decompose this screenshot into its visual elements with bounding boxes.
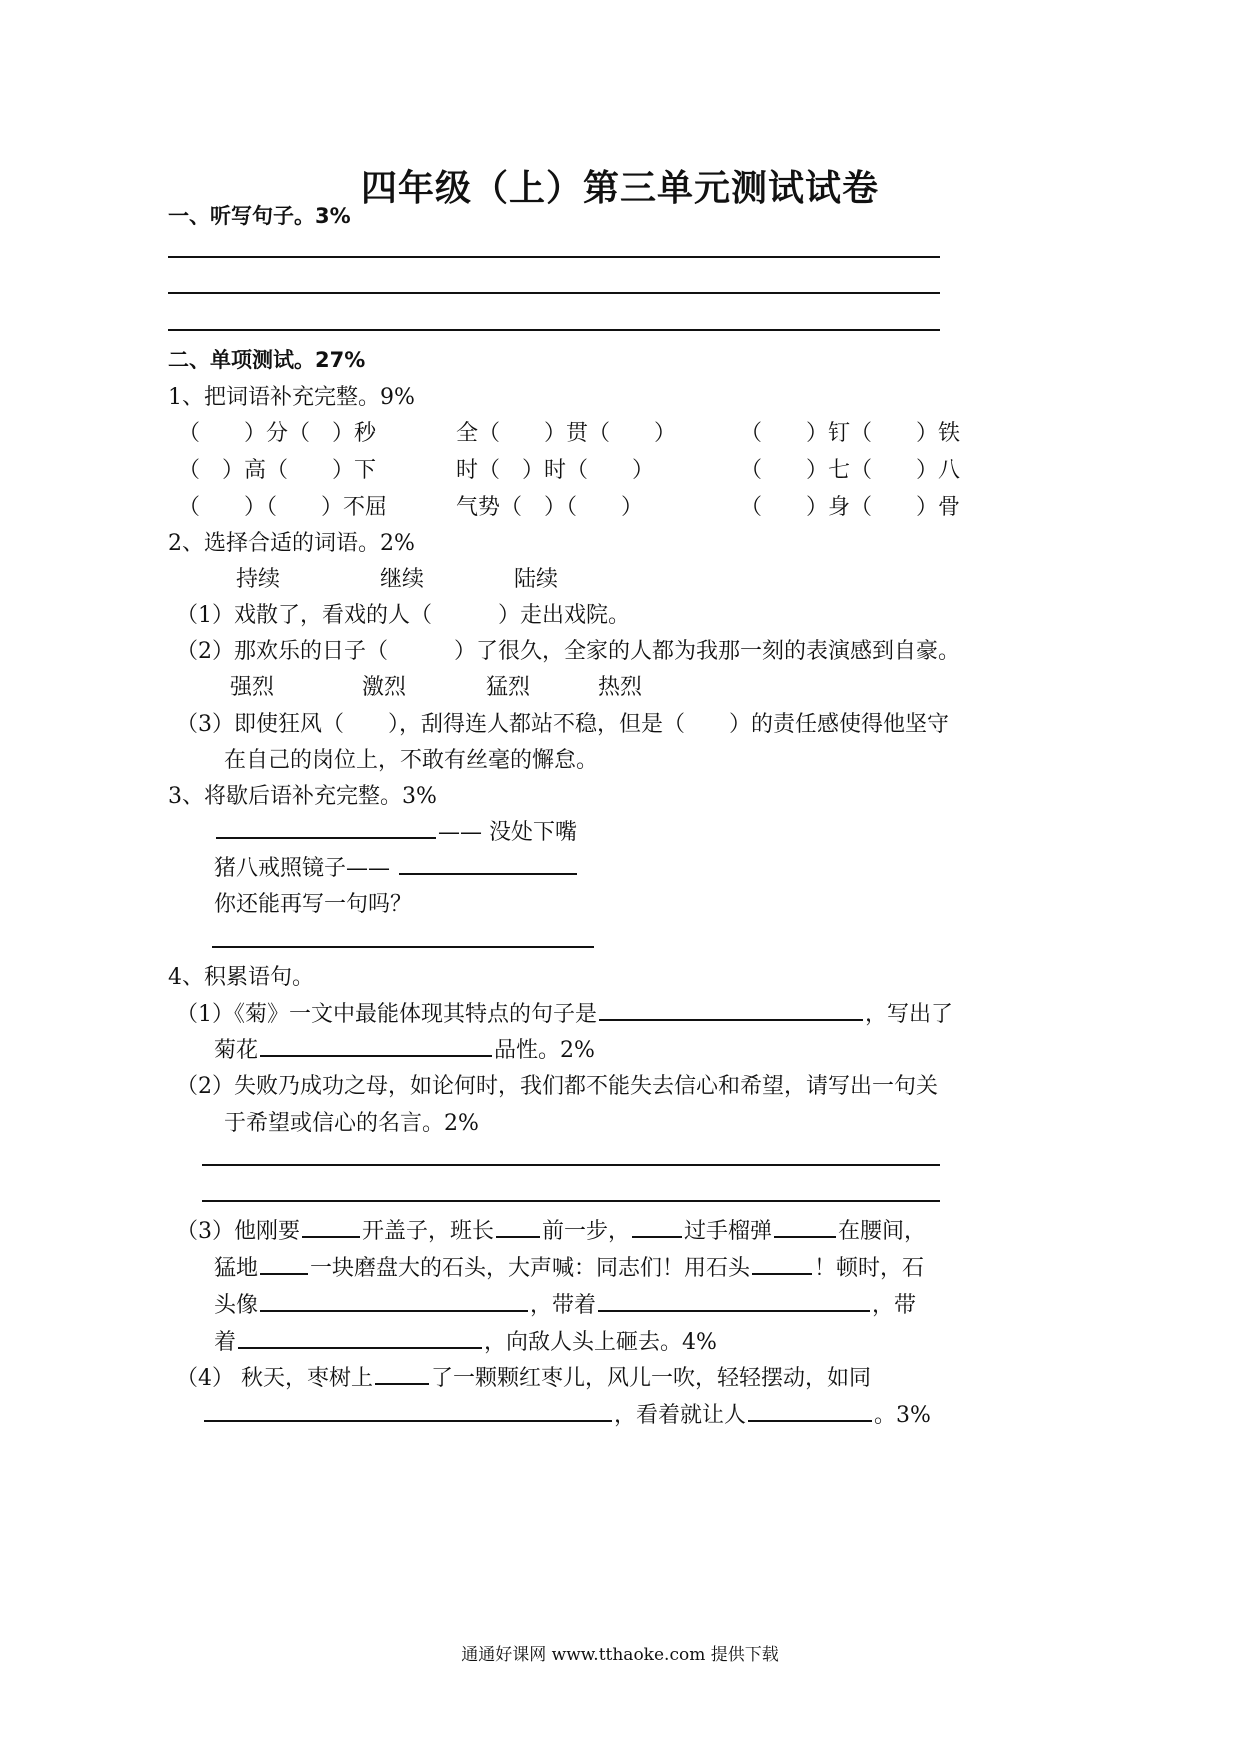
q4-p3-text-3: 前一步， [542, 1219, 631, 1244]
q4-p1-blank-1[interactable] [599, 1018, 863, 1021]
q3-line-2 [214, 851, 579, 882]
q4-p3-text-7: 一块磨盘大的石头，大声喊：同志们！用石头 [310, 1256, 751, 1281]
q4-p3-line-4 [214, 1325, 717, 1356]
q4-p4-blank-2[interactable] [204, 1419, 612, 1422]
q2-option-3: 陆续 [514, 567, 559, 592]
q4-p3-blank-5[interactable] [260, 1272, 308, 1275]
q4-p3-text-10: ，带着 [530, 1293, 597, 1318]
q4-p3-text-8: ！顿时，石 [814, 1256, 925, 1281]
q4-p4-text-3: ，看着就让人 [614, 1403, 747, 1428]
q4-p1-text-c: 菊花 [214, 1038, 259, 1063]
section2-heading: 二、单项测试。27% [168, 348, 366, 372]
q4-p3-blank-9[interactable] [238, 1346, 482, 1349]
q2-sentence-3a[interactable]: （3）即使狂风（ ），刮得连人都站不稳，但是（ ）的责任感使得他坚守 [176, 712, 949, 737]
q4-p1-blank-2[interactable] [260, 1054, 492, 1057]
q1-row3-col2[interactable]: 气势（ ）（ ） [456, 495, 644, 520]
q4-p3-text-2: 开盖子，班长 [362, 1219, 495, 1244]
q4-p3-line-2 [214, 1251, 924, 1282]
q1-row2-col2[interactable]: 时（ ）时（ ） [456, 458, 655, 483]
page-title: 四年级（上）第三单元测试试卷 [360, 168, 879, 209]
q2-prompt: 2、选择合适的词语。2% [168, 531, 415, 556]
q1-prompt: 1、把词语补充完整。9% [168, 385, 415, 410]
q4-p4-text-1: （4） 秋天，枣树上 [176, 1366, 373, 1391]
q1-row2-col3[interactable]: （ ）七（ ）八 [740, 458, 961, 483]
q3-line-1 [214, 815, 577, 846]
q4-p4-text-4: 。3% [874, 1403, 931, 1428]
q4-p3-blank-8[interactable] [598, 1309, 870, 1312]
q4-p2-line-1: （2）失败乃成功之母，如论何时，我们都不能失去信心和希望，请写出一句关 [176, 1074, 938, 1099]
answer-line-1[interactable] [168, 256, 940, 258]
q4-p1-line-2 [214, 1033, 595, 1064]
q3-blank-1[interactable] [216, 836, 436, 839]
q4-p3-blank-7[interactable] [260, 1309, 528, 1312]
q4-p3-text-6: 猛地 [214, 1256, 259, 1281]
q1-row1-col3[interactable]: （ ）钉（ ）铁 [740, 421, 961, 446]
q4-p3-text-12: 着 [214, 1330, 237, 1355]
q2-sentence-3b: 在自己的岗位上，不敢有丝毫的懈怠。 [224, 748, 599, 773]
q4-prompt: 4、积累语句。 [168, 965, 314, 990]
q3-blank-2[interactable] [399, 872, 577, 875]
q1-row1-col1[interactable]: （ ）分（ ）秒 [178, 421, 377, 446]
q4-p1-line-1 [176, 997, 953, 1028]
q4-p3-text-4: 过手榴弹 [684, 1219, 773, 1244]
q3-line1-suffix: —— 没处下嘴 [438, 820, 577, 845]
q3-line2-prefix: 猪八戒照镜子—— [214, 856, 391, 881]
q2-option-4: 强烈 [230, 675, 275, 700]
q4-p1-text-a: （1）《菊》一文中最能体现其特点的句子是 [176, 1002, 597, 1027]
q1-row1-col2[interactable]: 全（ ）贯（ ） [456, 421, 677, 446]
q4-p3-text-5: 在腰间， [838, 1219, 927, 1244]
q3-blank-3[interactable] [212, 946, 594, 948]
q2-option-7: 热烈 [598, 675, 643, 700]
q4-p3-blank-4[interactable] [774, 1235, 836, 1238]
q3-line-3: 你还能再写一句吗？ [214, 892, 413, 917]
q4-p3-blank-2[interactable] [496, 1235, 540, 1238]
q2-sentence-1[interactable]: （1）戏散了，看戏的人（ ）走出戏院。 [176, 603, 630, 628]
q4-p3-text-13: ，向敌人头上砸去。4% [484, 1330, 717, 1355]
q4-p1-text-b: ，写出了 [865, 1002, 954, 1027]
q4-p3-text-9: 头像 [214, 1293, 259, 1318]
q4-p3-blank-3[interactable] [632, 1235, 682, 1238]
q1-row2-col1[interactable]: （ ）高（ ）下 [178, 458, 377, 483]
q4-p2-blank-2[interactable] [202, 1200, 940, 1202]
q4-p1-text-d: 品性。2% [494, 1038, 595, 1063]
q4-p3-blank-1[interactable] [302, 1235, 360, 1238]
answer-line-2[interactable] [168, 292, 940, 294]
q4-p4-blank-3[interactable] [748, 1419, 872, 1422]
q2-sentence-2[interactable]: （2）那欢乐的日子（ ）了很久，全家的人都为我那一刻的表演感到自豪。 [176, 639, 960, 664]
q4-p3-blank-6[interactable] [752, 1272, 812, 1275]
q3-prompt: 3、将歇后语补充完整。3% [168, 784, 437, 809]
q4-p3-text-11: ，带 [872, 1293, 917, 1318]
q1-row3-col1[interactable]: （ ）（ ）不屈 [178, 495, 388, 520]
q4-p2-blank-1[interactable] [202, 1164, 940, 1166]
q4-p4-text-2: 了一颗颗红枣儿，风儿一吹，轻轻摆动，如同 [431, 1366, 872, 1391]
q2-option-2: 继续 [380, 567, 425, 592]
q1-row3-col3[interactable]: （ ）身（ ）骨 [740, 495, 961, 520]
q4-p3-line-3 [214, 1288, 916, 1319]
q4-p4-line-2 [202, 1398, 931, 1429]
q4-p3-text-1: （3）他刚要 [176, 1219, 300, 1244]
answer-line-3[interactable] [168, 329, 940, 331]
section1-heading: 一、听写句子。3% [168, 204, 351, 228]
q2-option-1: 持续 [236, 567, 281, 592]
q2-option-6: 猛烈 [486, 675, 531, 700]
q2-option-5: 激烈 [362, 675, 407, 700]
q4-p4-blank-1[interactable] [375, 1382, 429, 1385]
page-footer: 通通好课网 www.tthaoke.com 提供下载 [461, 1645, 779, 1665]
q4-p3-line-1 [176, 1214, 926, 1245]
q4-p2-line-2: 于希望或信心的名言。2% [224, 1111, 479, 1136]
q4-p4-line-1 [176, 1361, 871, 1392]
